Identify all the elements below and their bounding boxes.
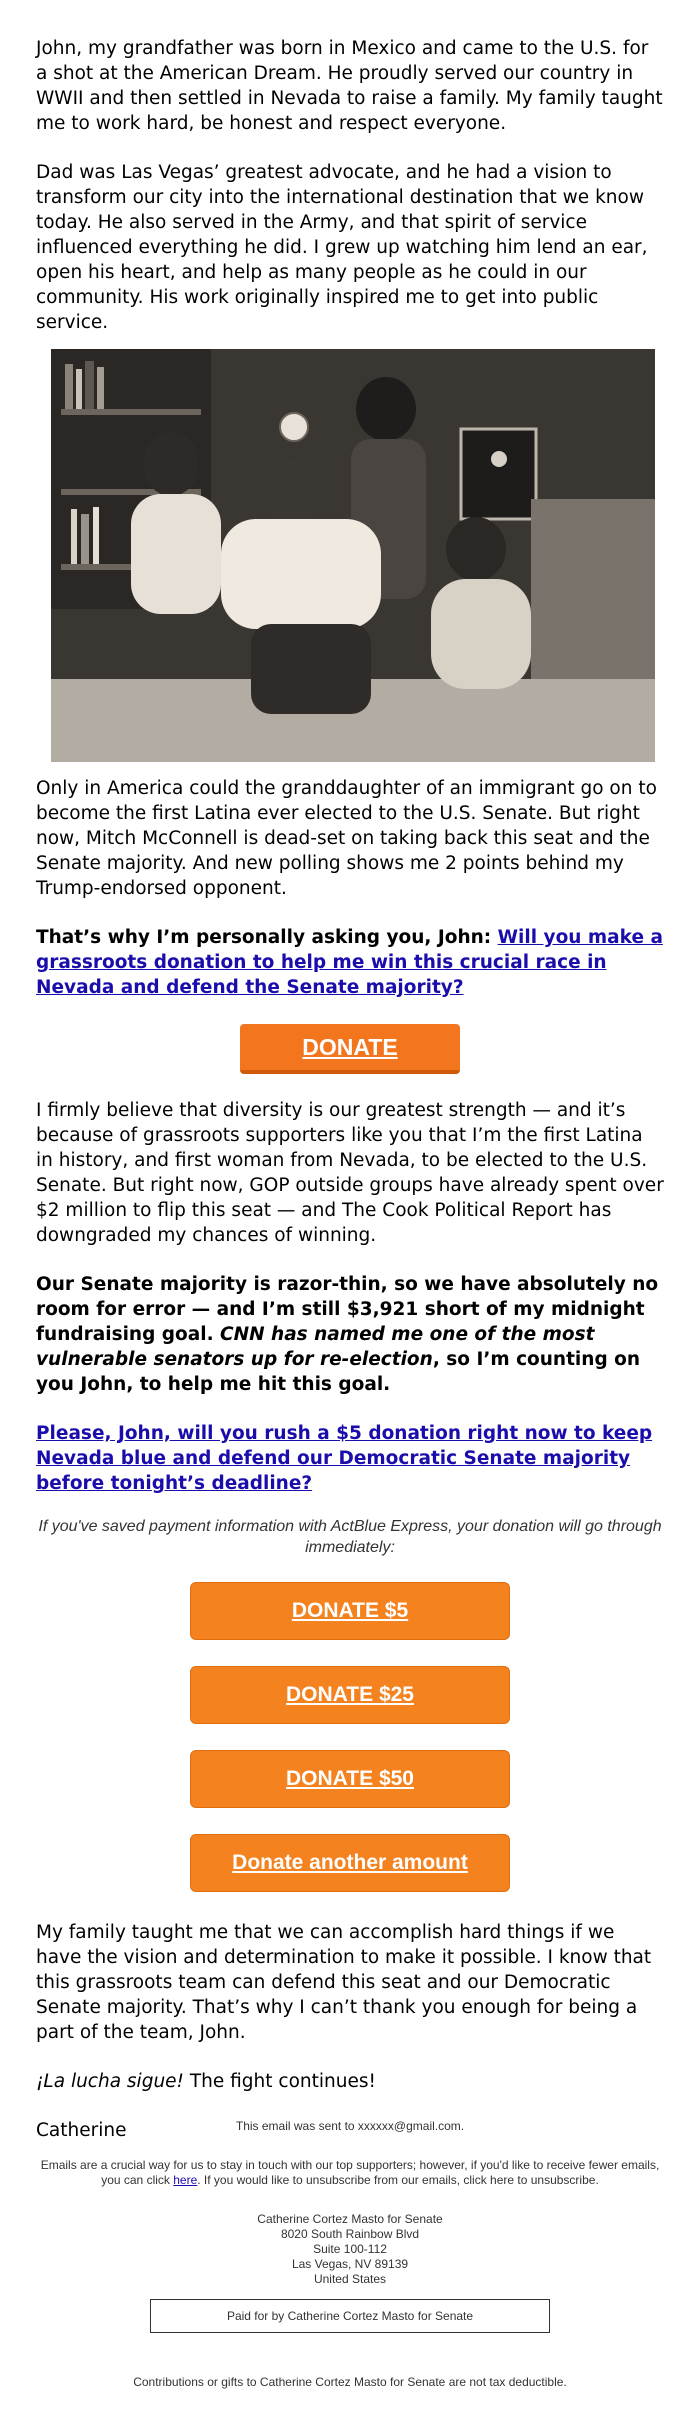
paragraph-first-latina: Only in America could the granddaughter of an immigrant go on to become the first Latina ever elected to the U.S. Senate. But right now, Mitch McConnell is dead-set on taking back this seat and the Senate majority. And new polling shows me 2 points behind my Trump-endorsed opponent. (36, 778, 657, 899)
cnn-vulnerable-text: CNN has named me one of the most vulnerable senators up for re-election (36, 1324, 595, 1370)
preferences-text-a: Emails are a crucial way for us to stay in touch with our top supporters; however, if you'd like to receive fewer emails, you can click (40, 2158, 660, 2187)
donate-5-button[interactable]: DONATE $5 (190, 1582, 510, 1640)
actblue-express-note: If you've saved payment information with ActBlue Express, your donation will go through immediately: (38, 1518, 662, 1556)
family-photo-illustration (51, 349, 655, 762)
donate-50-button[interactable]: DONATE $50 (190, 1750, 510, 1808)
paragraph-grandfather: John, my grandfather was born in Mexico and came to the U.S. for a shot at the American Dream. He proudly served our country in WWII and then settled in Nevada to raise a family. My family taught me to work hard, be honest and respect everyone. (36, 38, 663, 134)
donate-other-amount-button[interactable]: Donate another amount (190, 1834, 510, 1892)
paragraph-la-lucha (36, 2069, 664, 2094)
signature: Catherine (36, 2120, 127, 2141)
email-body (36, 36, 664, 2167)
counting-on-you-text: , so I’m counting on you John, to help me hit this goal. (36, 1349, 641, 1395)
mailing-address (30, 2212, 670, 2287)
tax-deductible-notice: Contributions or gifts to Catherine Cortez Masto for Senate are not tax deductible. (133, 2375, 567, 2389)
paragraph-personal-ask (36, 925, 664, 1000)
donation-ask-link[interactable]: Will you make a grassroots donation to help me win this crucial race in Nevada and defend the Senate majority? (36, 927, 663, 998)
family-photo (51, 349, 655, 762)
paragraph-rush-donation (36, 1421, 664, 1496)
address-line: Las Vegas, NV 89139 (291, 2257, 409, 2271)
personal-ask-lead: That’s why I’m personally asking you, John: (36, 927, 498, 948)
fight-continues-text: The fight continues! (183, 2071, 376, 2092)
paragraph-razor-thin (36, 1272, 664, 1397)
donate-25-button[interactable]: DONATE $25 (190, 1666, 510, 1724)
email-footer (30, 2119, 670, 2390)
rush-donation-link[interactable]: Please, John, will you rush a $5 donation right now to keep Nevada blue and defend our Democratic Senate majority before tonight’s deadline? (36, 1423, 653, 1494)
paragraph-diversity: I firmly believe that diversity is our greatest strength — and it’s because of grassroots supporters like you that I’m the first Latina in history, and first woman from Nevada, to be elected to the U.S. Senate. But right now, GOP outside groups have already spent over $2 million to flip this seat — and The Cook Political Report has downgraded my chances of winning. (36, 1100, 664, 1246)
la-lucha-italic: ¡La lucha sigue! (36, 2071, 184, 2092)
donate-button[interactable]: DONATE (240, 1024, 460, 1074)
paid-for-disclaimer: Paid for by Catherine Cortez Masto for Senate (150, 2299, 550, 2333)
address-line: 8020 South Rainbow Blvd (280, 2227, 420, 2241)
email-preferences-notice (30, 2158, 670, 2188)
paragraph-dad: Dad was Las Vegas’ greatest advocate, and he had a vision to transform our city into the international destination that we know today. He also served in the Army, and that spirit of service influenced everything he did. I grew up watching him lend an ear, open his heart, and help as many people as he could in our community. His work originally inspired me to get into public service. (36, 162, 648, 333)
address-line: United States (313, 2272, 387, 2286)
paragraph-family-taught: My family taught me that we can accomplish hard things if we have the vision and determination to make it possible. I know that this grassroots team can defend this seat and our Democratic Senate majority. That’s why I can’t thank you enough for being a part of the team, John. (36, 1922, 652, 2043)
sent-to-notice: This email was sent to xxxxxx@gmail.com. (235, 2119, 465, 2133)
fewer-emails-link[interactable]: here (173, 2173, 198, 2187)
razor-thin-text: Our Senate majority is razor-thin, so we have absolutely no room for error — and I’m still $3,921 short of my midnight fundraising goal. (36, 1274, 659, 1345)
preferences-text-b: . If you would like to unsubscribe from our emails, click here to unsubscribe. (197, 2173, 599, 2187)
address-line: Catherine Cortez Masto for Senate (257, 2212, 443, 2226)
address-line: Suite 100-112 (313, 2242, 387, 2256)
